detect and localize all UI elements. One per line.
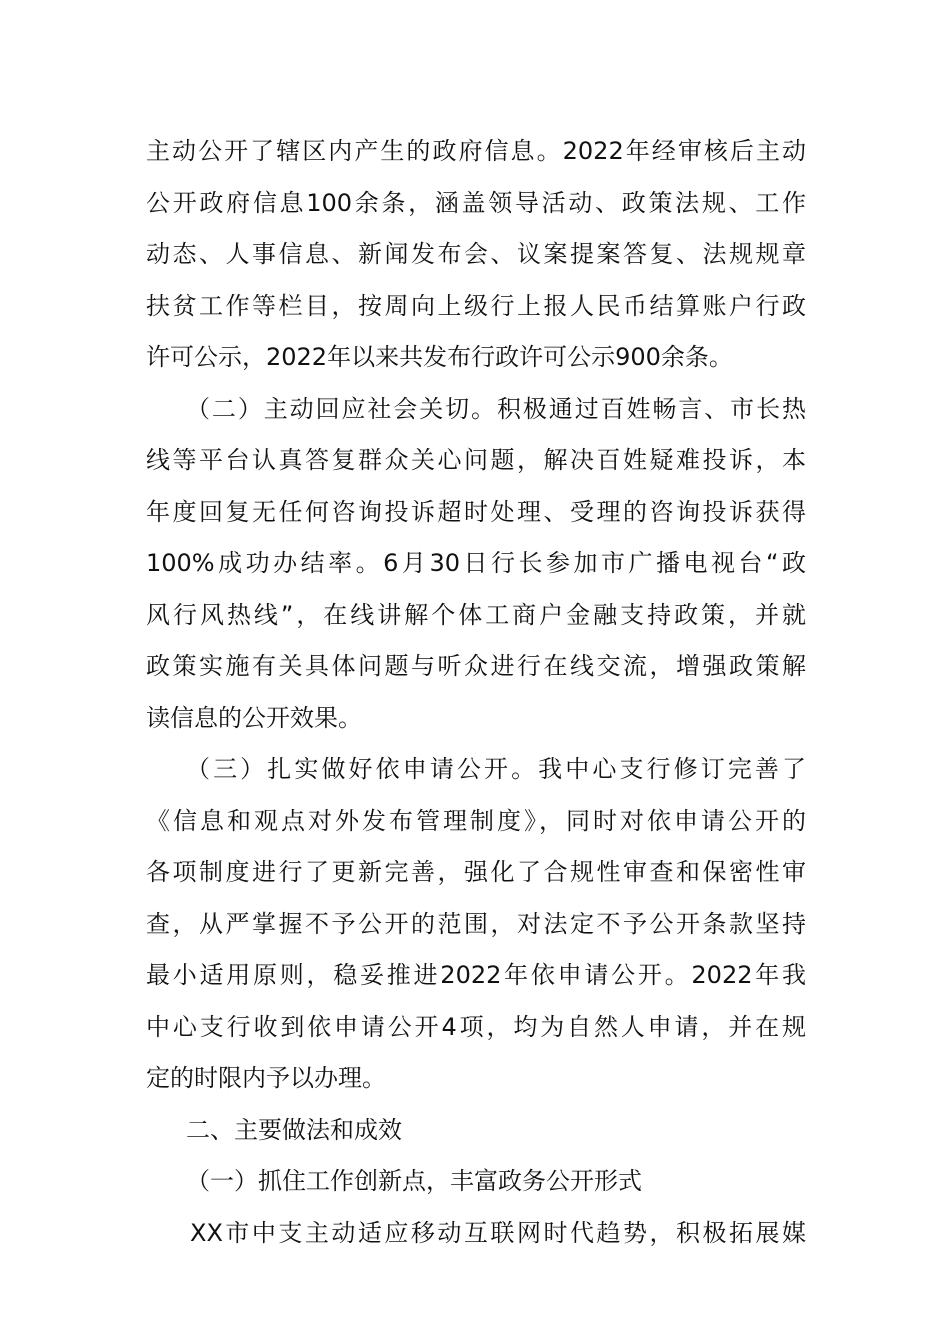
text-line: 风行风热线”，在线讲解个体工商户金融支持政策，并就 — [146, 600, 806, 629]
paragraph-heading-line: （二）主动回应社会关切。积极通过百姓畅言、市长热 — [186, 394, 806, 423]
text-line: 读信息的公开效果。 — [146, 703, 362, 732]
document-body — [146, 126, 806, 1259]
text-line: 查，从严掌握不予公开的范围，对法定不予公开条款坚持 — [146, 909, 806, 938]
text-line: 中心支行收到依申请公开4项，均为自然人申请，并在规 — [146, 1012, 806, 1041]
text-line: 公开政府信息100余条，涵盖领导活动、政策法规、工作 — [146, 188, 806, 217]
text-line: 扶贫工作等栏目，按周向上级行上报人民币结算账户行政 — [146, 291, 806, 320]
text-line: XX市中支主动适应移动互联网时代趋势，积极拓展媒 — [190, 1218, 806, 1247]
text-line: 各项制度进行了更新完善，强化了合规性审查和保密性审 — [146, 858, 806, 886]
text-line: 定的时限内予以办理。 — [146, 1064, 386, 1092]
subsection-heading: （一）抓住工作创新点，丰富政务公开形式 — [186, 1167, 642, 1195]
text-line: 政策实施有关具体问题与听众进行在线交流，增强政策解 — [146, 652, 806, 680]
text-line: 许可公示，2022年以来共发布行政许可公示900余条。 — [146, 343, 733, 371]
section-heading: 二、主要做法和成效 — [186, 1115, 402, 1144]
text-line: 主动公开了辖区内产生的政府信息。2022年经审核后主动 — [146, 137, 806, 165]
text-line: 动态、人事信息、新闻发布会、议案提案答复、法规规章 — [146, 240, 806, 268]
text-line: 线等平台认真答复群众关心问题，解决百姓疑难投诉，本 — [146, 446, 806, 474]
text-line: 最小适用原则，稳妥推进2022年依申请公开。2022年我 — [146, 961, 806, 989]
text-line: 100%成功办结率。6月30日行长参加市广播电视台“政 — [146, 549, 806, 577]
paragraph-heading-line: （三）扎实做好依申请公开。我中心支行修订完善了 — [186, 755, 806, 783]
text-line: 年度回复无任何咨询投诉超时处理、受理的咨询投诉获得 — [146, 497, 806, 526]
text-line: 《信息和观点对外发布管理制度》，同时对依申请公开的 — [146, 806, 806, 835]
